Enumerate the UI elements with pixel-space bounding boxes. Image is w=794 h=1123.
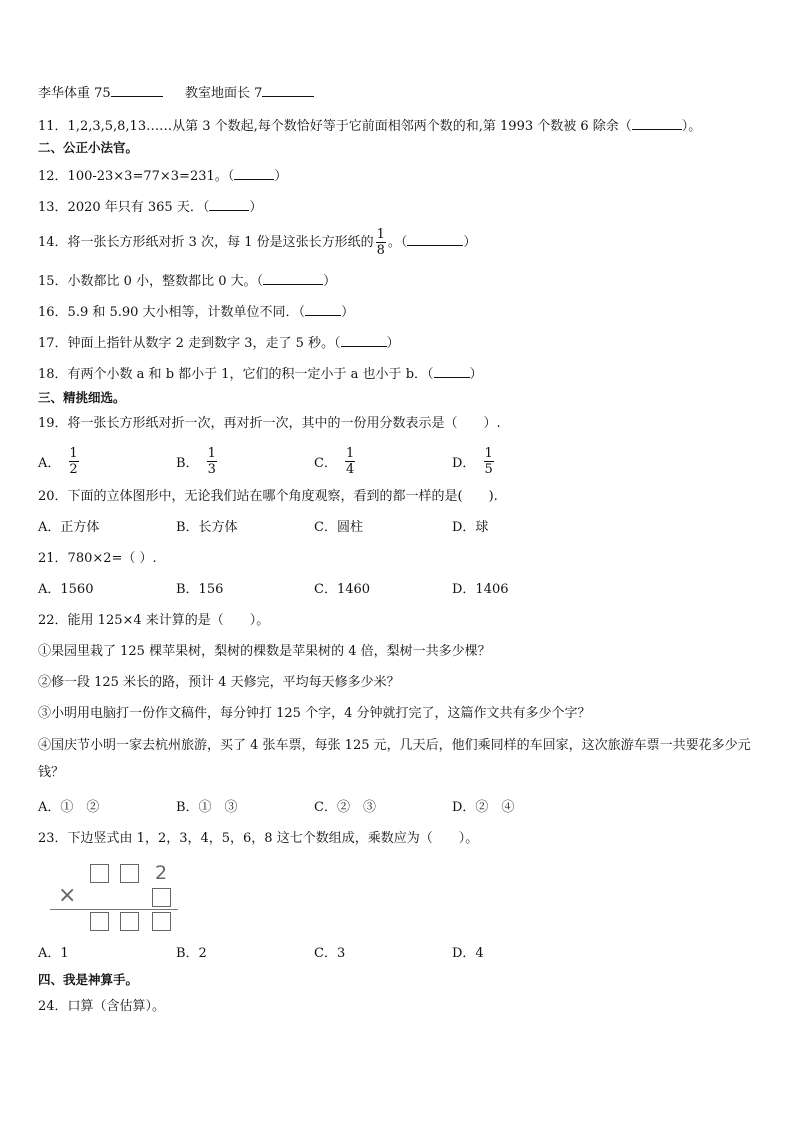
question-22: 22．能用 125×4 来计算的是（ ）。 — [38, 613, 270, 628]
option-b[interactable]: B．① ③ — [176, 800, 238, 815]
answer-blank[interactable] — [263, 270, 323, 285]
fraction — [376, 227, 386, 258]
vertical-multiplication-figure — [48, 858, 188, 936]
question-text: 14．将一张长方形纸对折 3 次，每 1 份是这张长方形纸的 — [38, 235, 374, 250]
fraction-denominator: 3 — [207, 461, 216, 477]
fraction — [207, 446, 217, 477]
option-c[interactable] — [314, 441, 357, 481]
section-heading-3: 三、精挑细选。 — [38, 390, 126, 405]
option-d[interactable]: D．② ④ — [452, 800, 515, 815]
answer-blank[interactable] — [434, 363, 470, 378]
q22-item-4: ④国庆节小明一家去杭州旅游，买了 4 张车票，每张 125 元，几天后，他们乘同样的车回家，这次旅游车票一共要花多少元钱？ — [38, 738, 751, 780]
option-d[interactable] — [452, 441, 496, 481]
answer-blank[interactable] — [305, 301, 341, 316]
fraction-numerator: 1 — [484, 445, 493, 461]
q22-item-1: ①果园里栽了 125 棵苹果树，梨树的棵数是苹果树的 4 倍，梨树一共多少棵？ — [38, 644, 491, 659]
equation-line — [50, 909, 178, 910]
fraction-denominator: 5 — [484, 461, 493, 477]
option-c[interactable]: C．② ③ — [314, 800, 376, 815]
digit-2: 2 — [155, 862, 168, 884]
question-text: 16．5.9 和 5.90 大小相等，计数单位不同．（ — [38, 305, 306, 320]
question-text: 11．1,2,3,5,8,13……从第 3 个数起,每个数恰好等于它前面相邻两个数的和,第 1993 个数被 6 除余（ — [38, 119, 632, 134]
paren-close: ）。 — [681, 119, 702, 134]
product-box[interactable] — [90, 912, 109, 931]
fraction-denominator: 4 — [345, 461, 355, 477]
question-21: 21．780×2=（ ）. — [38, 551, 157, 566]
option-d[interactable]: D．1406 — [452, 582, 509, 597]
paren-close: ） — [463, 235, 477, 250]
paren-close: ） — [274, 169, 288, 184]
option-a[interactable] — [38, 441, 81, 481]
product-box[interactable] — [120, 912, 139, 931]
answer-blank[interactable] — [407, 231, 463, 246]
q10-part-a: 李华体重 75 — [38, 86, 111, 101]
option-a[interactable]: A．1560 — [38, 582, 94, 597]
option-a[interactable]: A．① ② — [38, 800, 100, 815]
option-b[interactable] — [176, 441, 219, 481]
option-label: D． — [452, 455, 476, 471]
paren-open: 。（ — [387, 235, 408, 250]
question-18 — [38, 363, 483, 384]
option-d[interactable]: D．球 — [452, 520, 489, 535]
question-text: 15．小数都比 0 小，整数都比 0 大。（ — [38, 274, 264, 289]
question-14 — [38, 226, 476, 260]
question-19: 19．将一张长方形纸对折一次，再对折一次，其中的一份用分数表示是（ ）. — [38, 416, 501, 431]
q22-item-3: ③小明用电脑打一份作文稿件，每分钟打 125 个字，4 分钟就打完了，这篇作文共有多少个字？ — [38, 706, 591, 721]
fraction-numerator: 1 — [207, 445, 216, 461]
option-c[interactable]: C．圆柱 — [314, 520, 363, 535]
paren-close: ） — [469, 367, 483, 382]
option-d[interactable]: D．4 — [452, 946, 484, 961]
fraction — [345, 446, 355, 477]
option-b[interactable]: B．156 — [176, 582, 224, 597]
question-20: 20．下面的立体图形中，无论我们站在哪个角度观察，看到的都一样的是( ). — [38, 489, 498, 504]
fraction — [68, 446, 78, 477]
question-15 — [38, 270, 336, 291]
q10-line — [38, 82, 314, 103]
product-box[interactable] — [152, 912, 171, 931]
question-11 — [38, 115, 701, 136]
multiplier-box[interactable] — [152, 888, 171, 907]
answer-blank[interactable] — [341, 332, 387, 347]
times-sign: × — [58, 883, 77, 908]
option-label: A． — [38, 455, 61, 471]
answer-blank[interactable] — [209, 196, 249, 211]
option-b[interactable]: B．长方体 — [176, 520, 238, 535]
fraction-numerator: 1 — [69, 445, 78, 461]
q19-options — [38, 441, 758, 481]
option-b[interactable]: B．2 — [176, 946, 207, 961]
question-24: 24．口算（含估算）。 — [38, 999, 166, 1014]
fraction-numerator: 1 — [376, 227, 385, 242]
question-16 — [38, 301, 354, 322]
digit-box[interactable] — [90, 864, 109, 883]
answer-blank[interactable] — [111, 82, 163, 97]
paren-close: ） — [323, 274, 337, 289]
fraction-numerator: 1 — [345, 445, 355, 461]
answer-blank[interactable] — [632, 115, 682, 130]
q10-part-b: 教室地面长 7 — [184, 86, 263, 101]
fraction-denominator: 8 — [376, 243, 385, 258]
question-text: 17．钟面上指针从数字 2 走到数字 3，走了 5 秒。（ — [38, 336, 341, 351]
question-text: 12．100-23×3=77×3=231。（ — [38, 169, 235, 184]
question-text: 13．2020 年只有 365 天．（ — [38, 200, 210, 215]
question-12 — [38, 165, 287, 186]
option-c[interactable]: C．1460 — [314, 582, 371, 597]
option-a[interactable]: A．正方体 — [38, 520, 100, 535]
answer-blank[interactable] — [234, 165, 274, 180]
option-label: C． — [314, 455, 337, 471]
question-23: 23．下边竖式由 1，2，3，4，5，6，8 这七个数组成，乘数应为（ ）。 — [38, 831, 479, 846]
option-label: B． — [176, 455, 199, 471]
fraction — [483, 446, 493, 477]
question-text: 18．有两个小数 a 和 b 都小于 1，它们的积一定小于 a 也小于 b．（ — [38, 367, 434, 382]
paren-close: ） — [341, 305, 355, 320]
digit-box[interactable] — [120, 864, 139, 883]
question-13 — [38, 196, 262, 217]
section-heading-4: 四、我是神算手。 — [38, 972, 139, 987]
q22-item-2: ②修一段 125 米长的路，预计 4 天修完，平均每天修多少米？ — [38, 675, 400, 690]
option-c[interactable]: C．3 — [314, 946, 346, 961]
fraction-denominator: 2 — [69, 461, 78, 477]
option-a[interactable]: A．1 — [38, 946, 69, 961]
question-17 — [38, 332, 400, 353]
section-heading-2: 二、公正小法官。 — [38, 140, 139, 155]
paren-close: ） — [386, 336, 400, 351]
answer-blank[interactable] — [262, 82, 314, 97]
paren-close: ） — [249, 200, 263, 215]
